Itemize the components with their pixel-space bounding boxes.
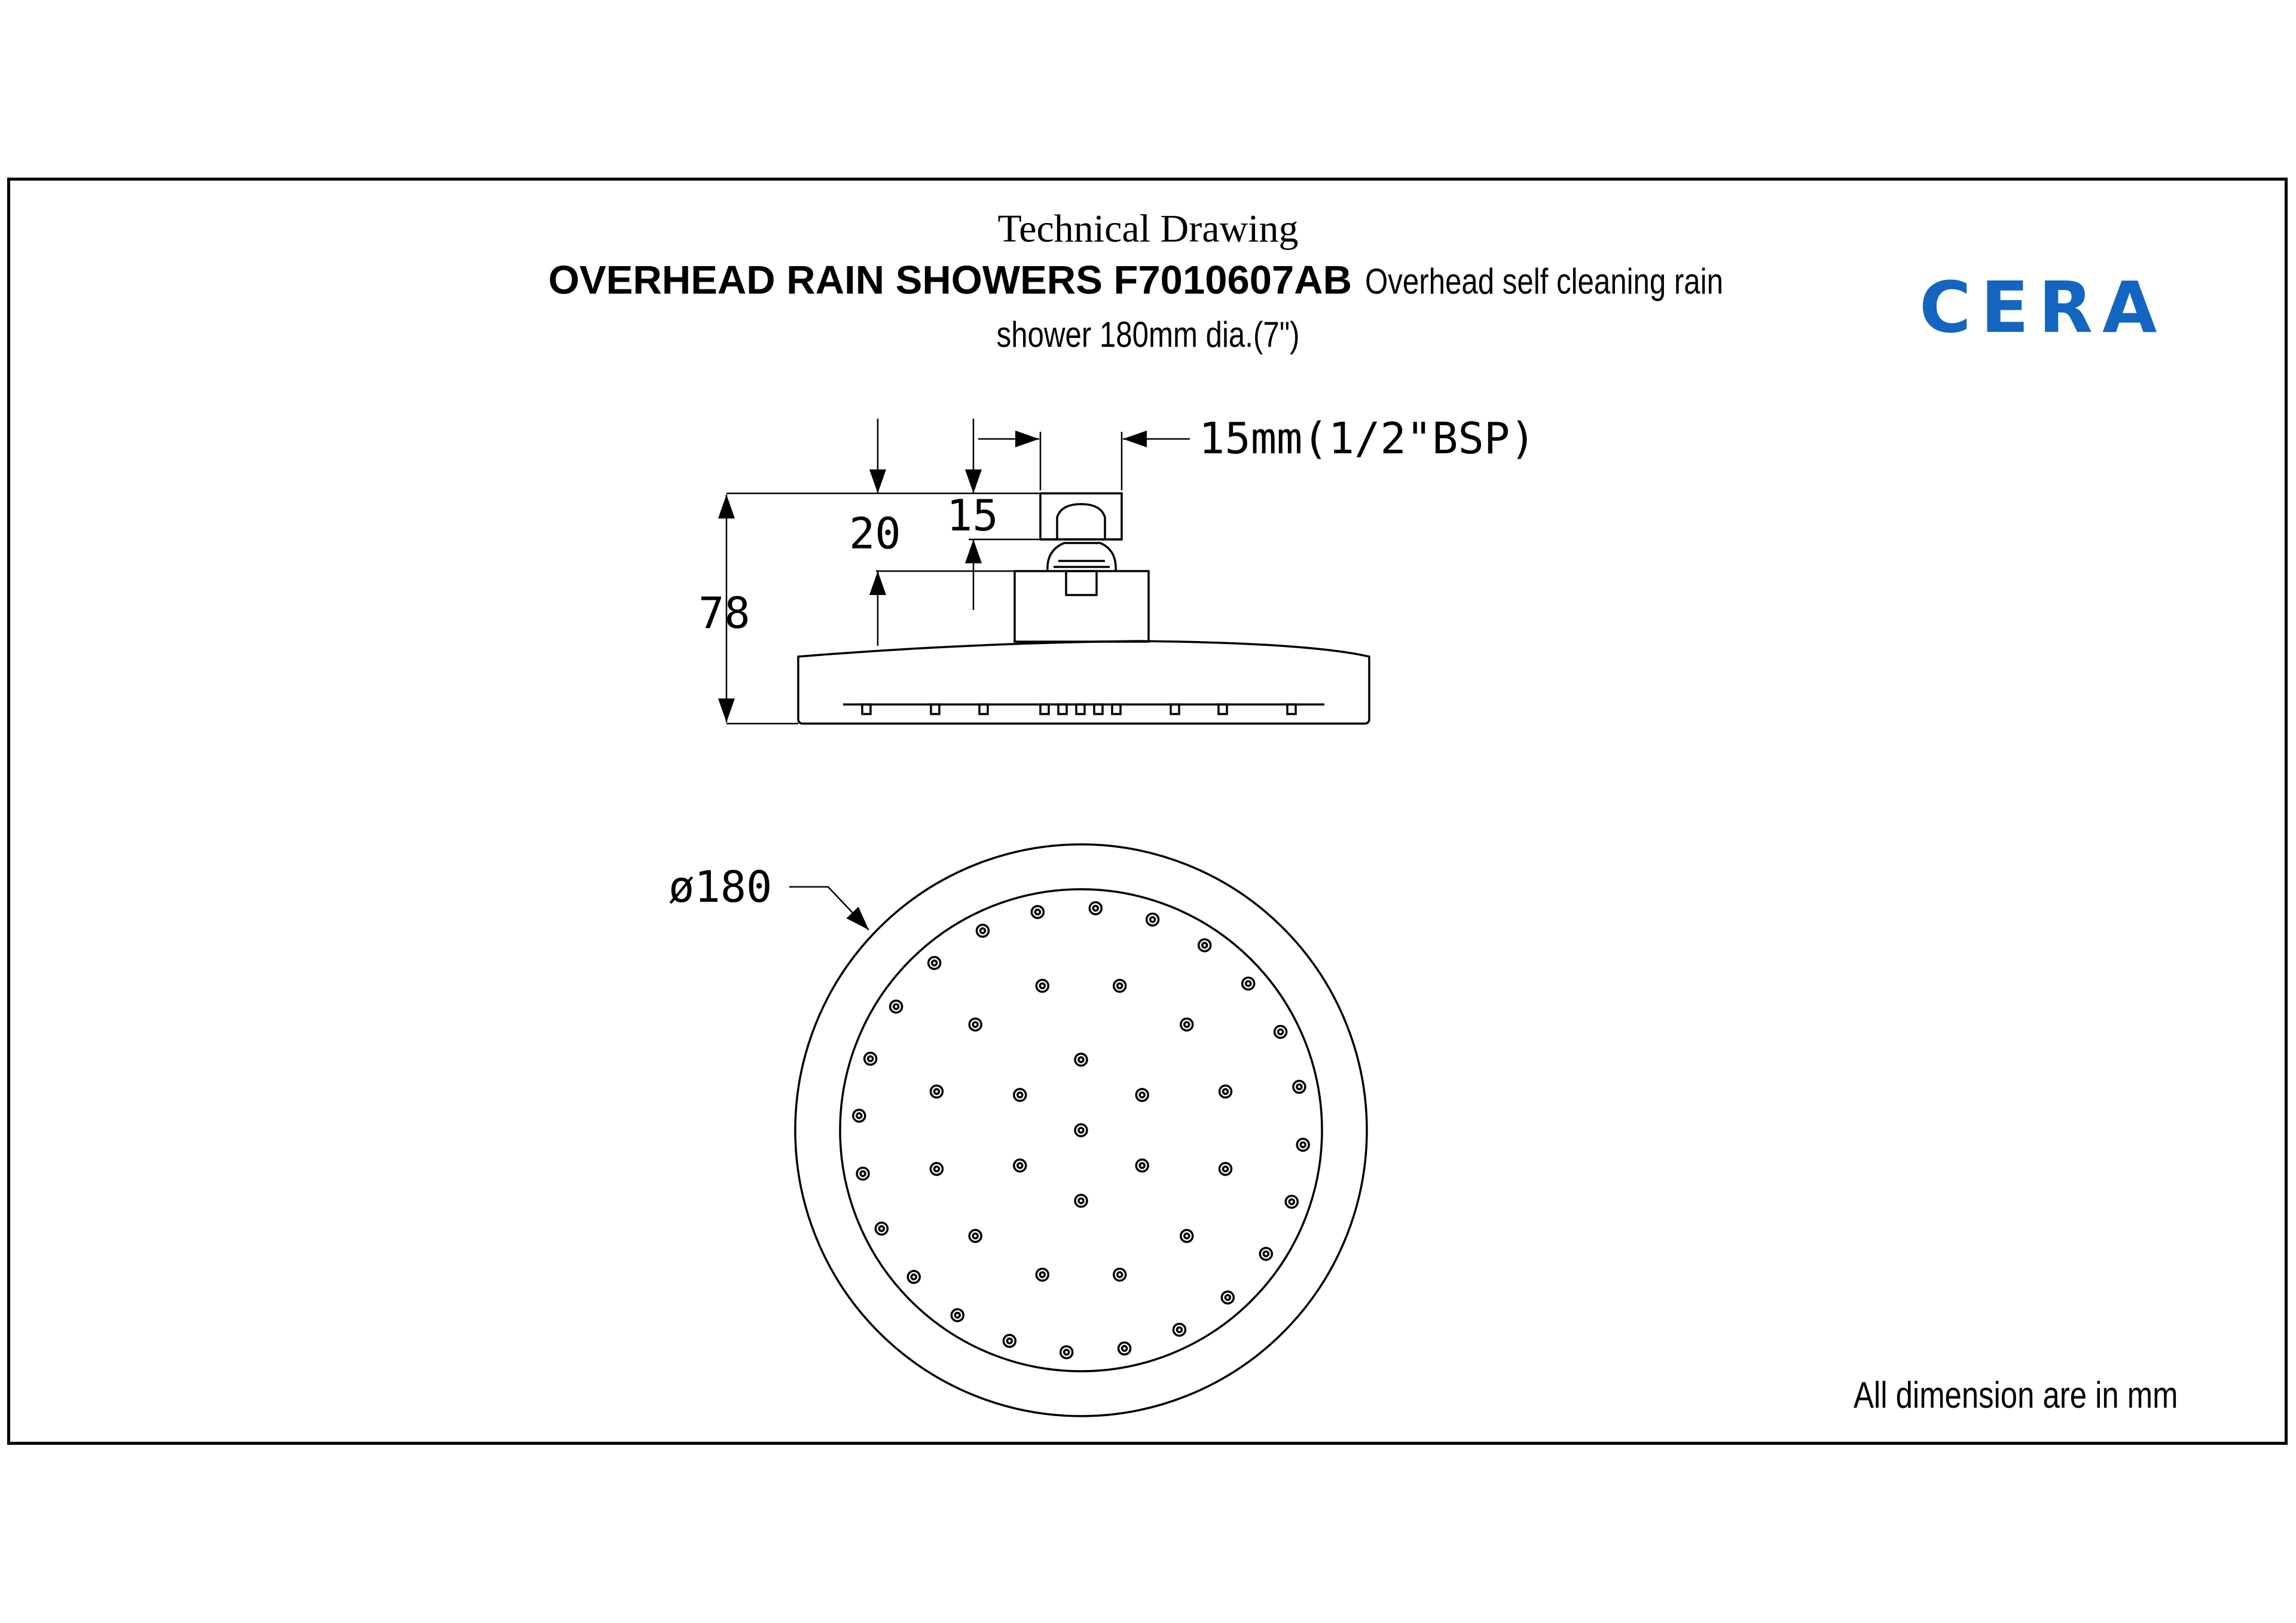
nozzle-hole: [860, 1172, 865, 1176]
nozzle-hole: [1079, 1057, 1083, 1062]
nozzle: [890, 1000, 902, 1012]
nozzle: [951, 1309, 963, 1321]
nozzle-hole: [1064, 1350, 1069, 1354]
nozzle-hole: [1122, 1346, 1127, 1351]
sheet-title: Technical Drawing: [997, 207, 1299, 251]
nozzle: [1286, 1196, 1297, 1208]
nozzle: [865, 1052, 877, 1064]
nozzle: [1114, 980, 1126, 992]
nozzle-hole: [1177, 1328, 1182, 1332]
nozzle-hole: [973, 1234, 978, 1238]
nozzle-hole: [1118, 984, 1122, 989]
nozzle: [1136, 1160, 1148, 1172]
product-description-line2: shower 180mm dia.(7"): [996, 315, 1300, 355]
product-title: OVERHEAD RAIN SHOWERS F7010607AB: [548, 258, 1352, 303]
nozzle-hole: [1093, 906, 1098, 911]
nozzle: [931, 1085, 943, 1097]
nozzle: [1147, 914, 1159, 926]
nozzle-hole: [1223, 1089, 1228, 1094]
nozzle-hole: [1040, 1273, 1045, 1277]
nozzle-hole: [935, 1089, 939, 1094]
nozzle-hole: [1300, 1142, 1305, 1147]
shower-face-ring: [840, 889, 1322, 1371]
nozzle-hole: [1202, 943, 1207, 948]
nozzle-hole: [981, 928, 985, 933]
nozzle: [1260, 1248, 1272, 1260]
nozzle: [1199, 939, 1211, 951]
nozzle: [1036, 980, 1048, 992]
nozzle-hole: [1246, 981, 1251, 986]
product-description-line1: Overhead self cleaning rain: [1365, 261, 1723, 301]
nozzle-tabs: [862, 704, 1296, 714]
nozzle: [1119, 1343, 1131, 1354]
nozzle: [977, 925, 989, 936]
dim-15-label: 15: [947, 490, 999, 541]
nozzle-hole: [1278, 1030, 1283, 1035]
nozzle-hole: [935, 1167, 939, 1172]
nozzle: [1075, 1195, 1087, 1207]
nozzle-hole: [1223, 1167, 1228, 1172]
nozzle: [1003, 1335, 1015, 1347]
nozzle-hole: [1140, 1163, 1144, 1168]
nozzle-hole: [1263, 1252, 1268, 1256]
nozzle: [857, 1168, 869, 1180]
nozzle: [969, 1230, 981, 1242]
nozzle: [1220, 1163, 1232, 1175]
nozzle-hole: [1035, 910, 1040, 914]
nozzle: [1014, 1089, 1026, 1101]
nozzle: [875, 1223, 887, 1235]
nozzle-hole: [1018, 1093, 1022, 1097]
threaded-fitting: [1040, 493, 1122, 539]
nozzle-hole: [1184, 1022, 1189, 1027]
nozzle-hole: [973, 1022, 978, 1027]
nozzle: [1114, 1269, 1126, 1281]
nozzle: [1036, 1269, 1048, 1281]
nozzle-hole: [1007, 1338, 1012, 1343]
nozzle-hole: [879, 1227, 884, 1231]
nozzle: [1293, 1081, 1305, 1093]
nozzle: [929, 957, 941, 969]
nozzle-hole: [1289, 1200, 1294, 1204]
nozzle-hole: [1184, 1234, 1189, 1238]
nozzle-hole: [1118, 1273, 1122, 1277]
connection-size-label: 15mm(1/2"BSP): [1199, 413, 1536, 463]
neck-slot: [1066, 571, 1097, 595]
nozzle-hole: [1140, 1093, 1144, 1097]
nozzle-hole: [857, 1113, 862, 1118]
nozzle: [1075, 1124, 1087, 1136]
nozzle-hole: [955, 1313, 960, 1317]
dim-78-label: 78: [698, 588, 750, 638]
nozzle: [908, 1271, 920, 1283]
nozzle-hole: [1225, 1295, 1230, 1300]
units-note: All dimension are in mm: [1854, 1375, 2178, 1416]
nozzle: [1075, 1054, 1087, 1066]
nozzle: [1181, 1018, 1193, 1030]
nozzle: [1220, 1085, 1232, 1097]
nozzle: [1136, 1089, 1148, 1101]
nozzle: [1089, 902, 1101, 914]
nozzle-hole: [868, 1056, 873, 1061]
nozzle: [853, 1110, 865, 1122]
nozzle: [1061, 1346, 1073, 1358]
nozzle: [1242, 978, 1254, 990]
nozzle: [1174, 1324, 1186, 1336]
nozzle-hole: [1018, 1163, 1022, 1168]
diameter-leader: [789, 887, 869, 930]
nozzle-pattern: [853, 902, 1309, 1358]
cera-logo: CERA: [1919, 266, 2167, 349]
neck-block: [1015, 571, 1149, 642]
plan-view: [795, 844, 1367, 1416]
nozzle: [1297, 1139, 1309, 1151]
nozzle: [1014, 1160, 1026, 1172]
diameter-label: ø180: [668, 862, 773, 912]
nozzle-hole: [1297, 1084, 1302, 1089]
nozzle: [931, 1163, 943, 1175]
nozzle: [1181, 1230, 1193, 1242]
nozzle-hole: [932, 960, 937, 965]
nozzle: [1222, 1292, 1234, 1304]
nozzle-hole: [911, 1274, 916, 1279]
nozzle-hole: [1079, 1198, 1083, 1203]
nozzle: [1275, 1026, 1287, 1038]
shower-outer-rim: [795, 844, 1367, 1416]
nozzle-hole: [894, 1004, 899, 1009]
dim-20-label: 20: [849, 508, 901, 559]
nozzle-hole: [1040, 984, 1045, 989]
nozzle-hole: [1150, 917, 1155, 922]
nozzle-hole: [1079, 1128, 1083, 1133]
nozzle: [1031, 906, 1043, 918]
nozzle: [969, 1018, 981, 1030]
